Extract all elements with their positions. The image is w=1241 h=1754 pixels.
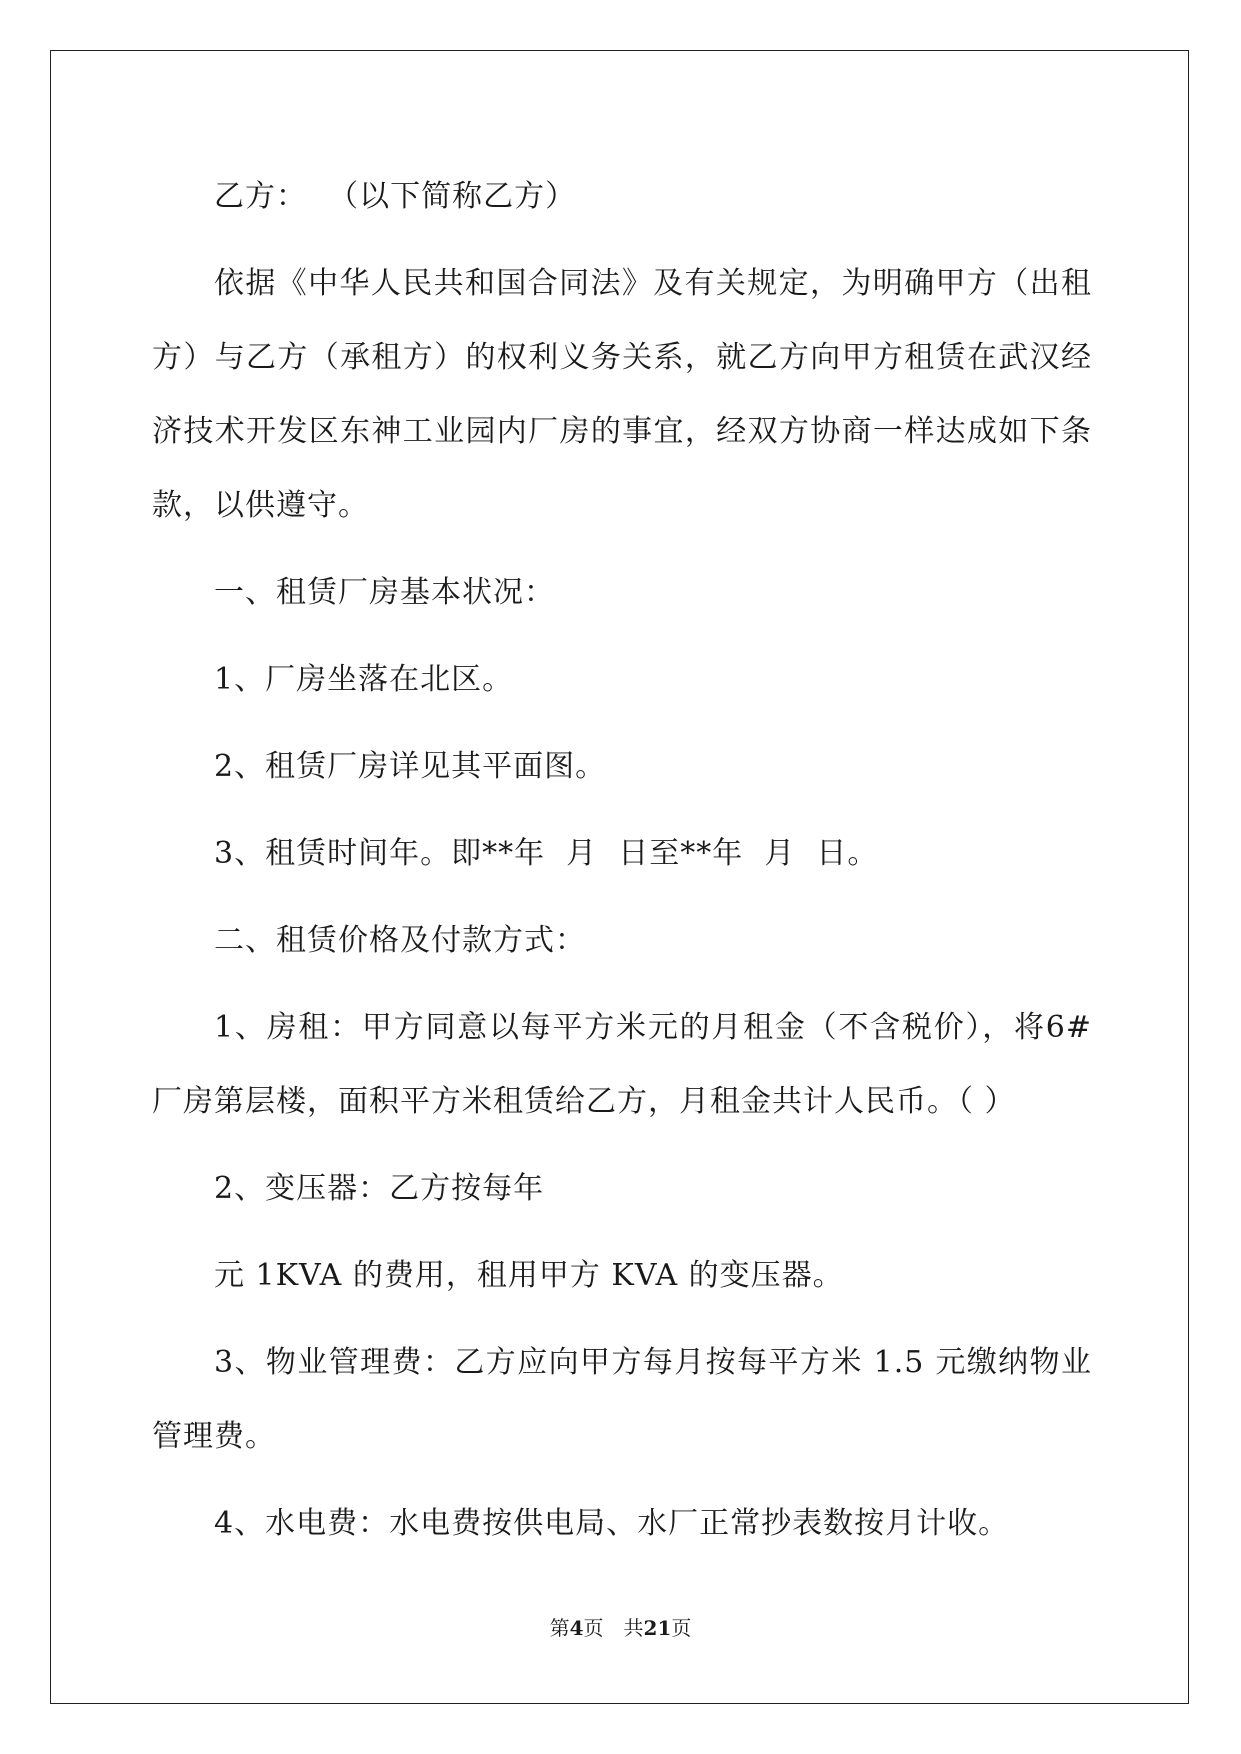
total-pages: 21 [643, 1616, 672, 1640]
clause-rent: 1、房租：甲方同意以每平方米元的月租金（不含税价），将6#厂房第层楼，面积平方米租赁给乙方，月租金共计人民币。（ ） [152, 1010, 1092, 1119]
section-heading-basic-info: 一、租赁厂房基本状况： [214, 575, 555, 610]
section-heading-price-payment: 二、租赁价格及付款方式： [214, 923, 586, 958]
clause-floor-plan: 2、租赁厂房详见其平面图。 [214, 749, 607, 784]
total-suffix: 页 [671, 1616, 692, 1640]
page-footer [0, 1612, 1241, 1641]
clause-property-fee: 3、物业管理费：乙方应向甲方每月按每平方米 1.5 元缴纳物业管理费。 [152, 1345, 1092, 1454]
clause-transformer-continued: 元 1KVA 的费用，租用甲方 KVA 的变压器。 [214, 1258, 844, 1293]
paragraph-preamble: 依据《中华人民共和国合同法》及有关规定，为明确甲方（出租方）与乙方（承租方）的权利义务关系，就乙方向甲方租赁在武汉经济技术开发区东神工业园内厂房的事宜，经双方协商一样达成如下条款，以供遵守。 [152, 266, 1092, 523]
page-prefix: 第 [549, 1616, 570, 1640]
clause-location: 1、厂房坐落在北区。 [214, 662, 514, 697]
clause-lease-term: 3、租赁时间年。即**年 月 日至**年 月 日。 [214, 836, 879, 871]
page-number: 4 [569, 1616, 584, 1640]
clause-utilities: 4、水电费：水电费按供电局、水厂正常抄表数按月计收。 [214, 1506, 1010, 1541]
document-body [152, 160, 1092, 1574]
clause-transformer: 2、变压器：乙方按每年 [214, 1171, 545, 1206]
page-suffix: 页 [583, 1616, 604, 1640]
total-prefix: 共 [623, 1616, 644, 1640]
paragraph-party-b: 乙方： （以下简称乙方） [214, 179, 577, 214]
